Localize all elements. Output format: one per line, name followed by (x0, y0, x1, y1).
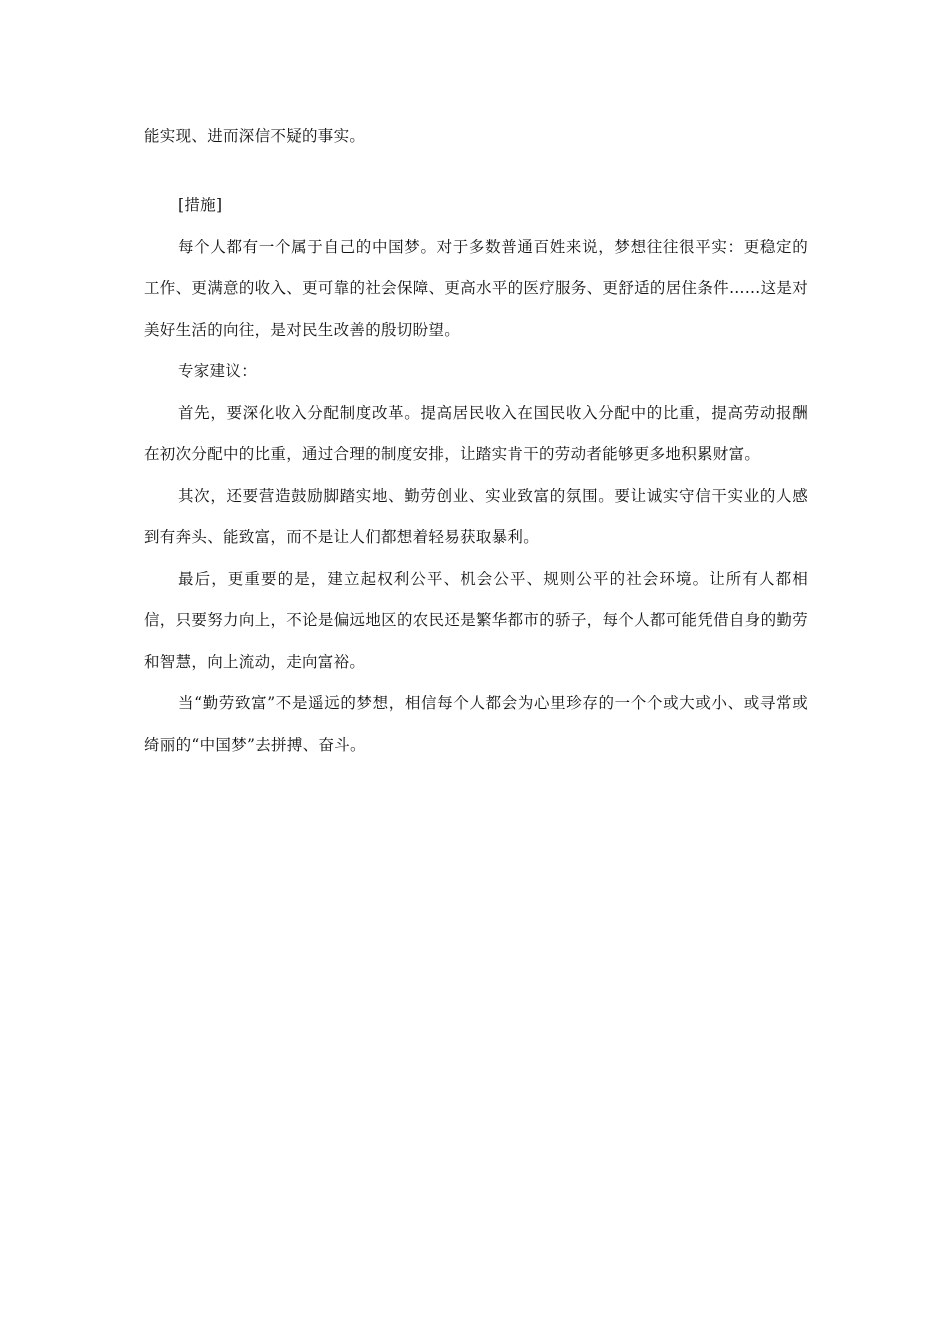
paragraph-chinese-dream: 每个人都有一个属于自己的中国梦。对于多数普通百姓来说，梦想往往很平实：更稳定的工作、更满意的收入、更可靠的社会保障、更高水平的医疗服务、更舒适的居住条件……这是对美好生活的向往，是对民生改善的殷切盼望。 (144, 237, 808, 339)
text-block-top (144, 116, 808, 158)
section-heading-measures: [措施] (178, 196, 223, 214)
paragraph-expert-advice-label: 专家建议： (178, 362, 258, 380)
paragraph-finally: 最后，更重要的是，建立起权利公平、机会公平、规则公平的社会环境。让所有人都相信，只要努力向上，不论是偏远地区的农民还是繁华都市的骄子，每个人都可能凭借自身的勤劳和智慧，向上流动，走向富裕。 (144, 569, 808, 671)
paragraph-conclusion: 当“勤劳致富”不是遥远的梦想，相信每个人都会为心里珍存的一个个或大或小、或寻常或绮丽的“中国梦”去拼搏、奋斗。 (144, 694, 808, 754)
paragraph-second: 其次，还要营造鼓励脚踏实地、勤劳创业、实业致富的氛围。要让诚实守信干实业的人感到有奔头、能致富，而不是让人们都想着轻易获取暴利。 (144, 486, 808, 546)
paragraph-continuation: 能实现、进而深信不疑的事实。 (144, 127, 366, 145)
paragraph-first: 首先，要深化收入分配制度改革。提高居民收入在国民收入分配中的比重，提高劳动报酬在初次分配中的比重，通过合理的制度安排，让踏实肯干的劳动者能够更多地积累财富。 (144, 403, 808, 463)
text-block-main (144, 185, 808, 766)
